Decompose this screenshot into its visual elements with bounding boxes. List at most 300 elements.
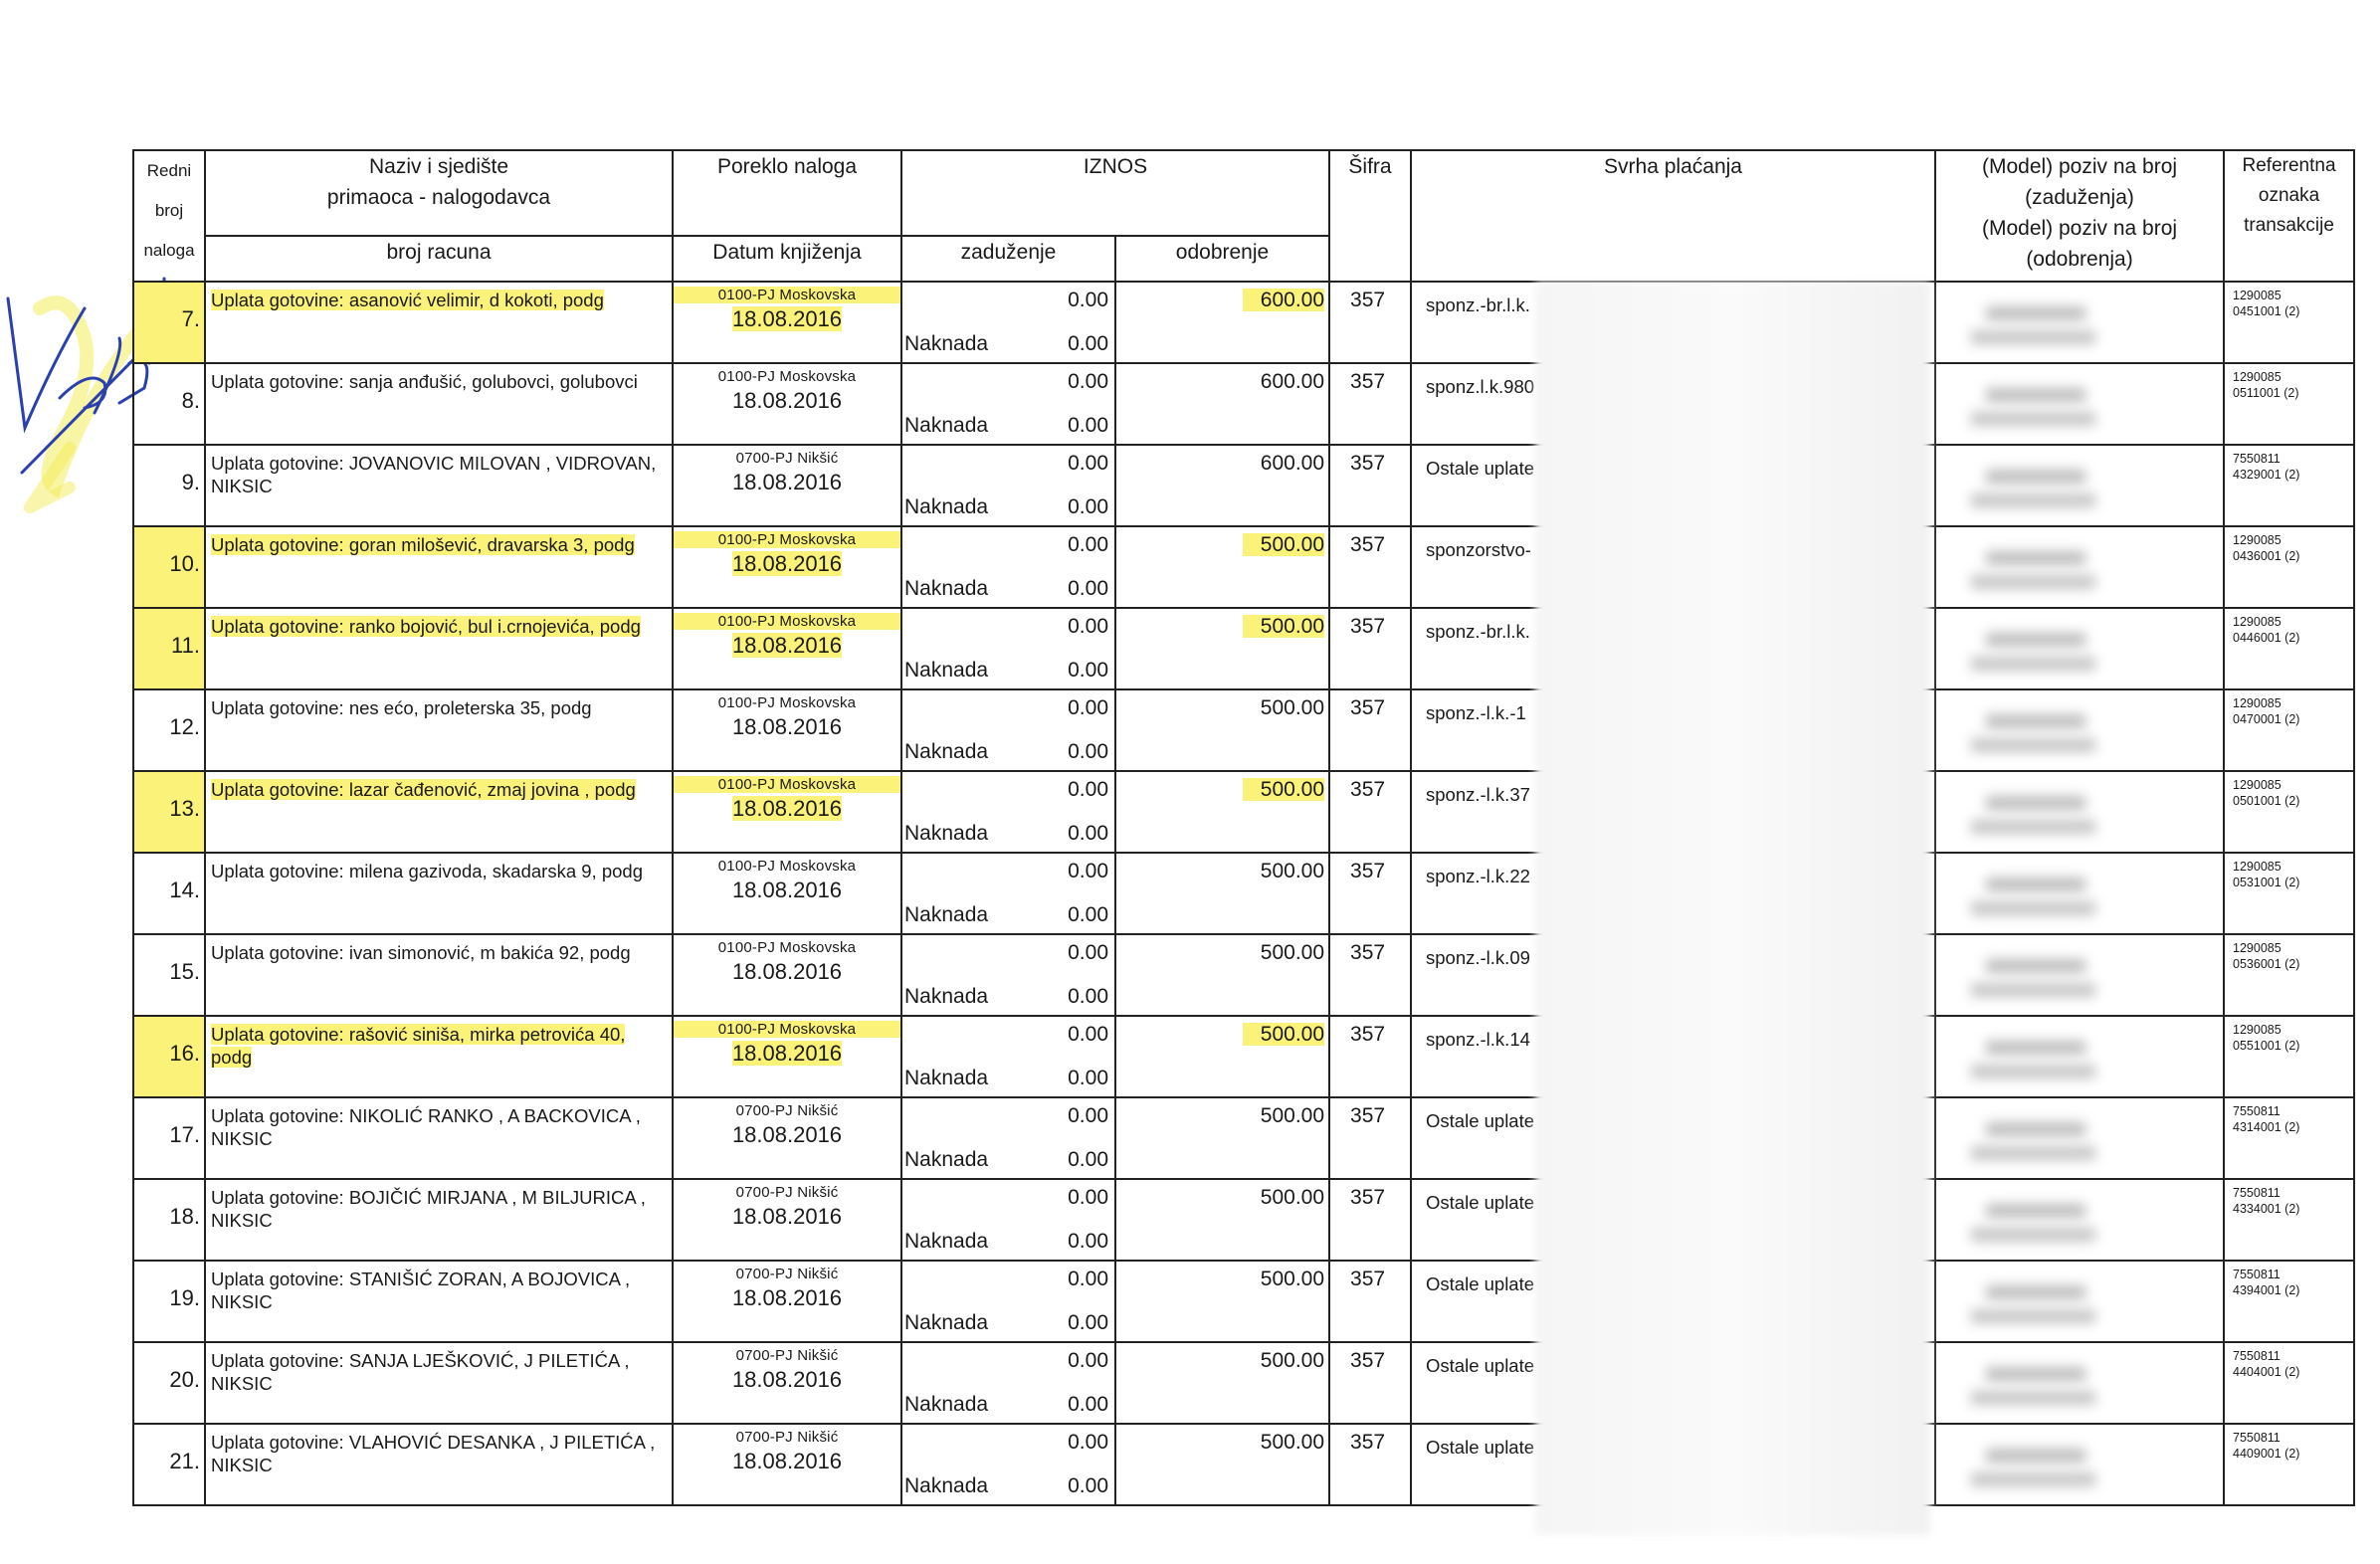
fee-label: Naknada	[904, 495, 989, 518]
payee-text: Uplata gotovine: asanović velimir, d kokoti, podg	[211, 290, 604, 310]
fee-amount: 0.00	[1068, 414, 1108, 437]
credit-cell	[1115, 1261, 1329, 1342]
credit-amount: 500.00	[1260, 941, 1325, 964]
ref-code-2: 4334001 (2)	[2233, 1202, 2300, 1216]
booking-date: 18.08.2016	[731, 633, 843, 658]
payee-cell	[205, 771, 673, 853]
booking-date: 18.08.2016	[731, 796, 843, 821]
fee-amount: 0.00	[1068, 903, 1108, 926]
redacted-reference	[1971, 1146, 2095, 1160]
code-cell: 357	[1329, 526, 1411, 608]
purpose-text: Ostale uplate	[1426, 1355, 1535, 1376]
debit-cell	[901, 771, 1115, 853]
purpose-cell	[1411, 1016, 1935, 1097]
redacted-reference	[1971, 901, 2095, 915]
ref-cell	[2224, 1261, 2354, 1342]
redacted-reference	[1986, 1367, 2085, 1381]
redacted-reference	[1986, 388, 2085, 402]
ref-code-2: 0536001 (2)	[2233, 957, 2300, 971]
debit-cell	[901, 445, 1115, 526]
debit-cell	[901, 1342, 1115, 1424]
payee-text: Uplata gotovine: nes ećo, proleterska 35, podg	[211, 697, 592, 718]
payee-cell	[205, 445, 673, 526]
model-cell	[1935, 526, 2224, 608]
booking-date: 18.08.2016	[731, 470, 843, 494]
ref-cell	[2224, 1424, 2354, 1505]
debit-cell	[901, 853, 1115, 934]
debit-amount: 0.00	[1068, 860, 1108, 882]
fee-label: Naknada	[904, 577, 989, 600]
purpose-text: sponz.-l.k.09	[1426, 947, 1530, 968]
booking-date: 18.08.2016	[731, 1367, 843, 1392]
purpose-text: sponz.-l.k.22	[1426, 866, 1530, 886]
table-row	[133, 771, 2354, 853]
origin-branch: 0100-PJ Moskovska	[717, 858, 857, 875]
model-cell	[1935, 934, 2224, 1016]
ref-cell	[2224, 608, 2354, 689]
fee-amount: 0.00	[1068, 1474, 1108, 1497]
debit-cell	[901, 1179, 1115, 1261]
purpose-cell	[1411, 608, 1935, 689]
credit-amount: 500.00	[1260, 860, 1325, 882]
credit-amount: 600.00	[1260, 452, 1325, 475]
booking-date: 18.08.2016	[731, 551, 843, 576]
redacted-reference	[1986, 306, 2085, 320]
ref-code-1: 1290085	[2233, 941, 2281, 955]
row-number: 13.	[133, 771, 205, 853]
col-poreklo: Poreklo naloga	[673, 150, 901, 236]
ref-code-1: 1290085	[2233, 370, 2281, 384]
origin-cell	[673, 445, 901, 526]
ref-code-2: 0446001 (2)	[2233, 631, 2300, 645]
fee-label: Naknada	[904, 740, 989, 763]
ref-cell	[2224, 445, 2354, 526]
payee-cell	[205, 1179, 673, 1261]
ref-code-1: 7550811	[2233, 1104, 2281, 1118]
table-row	[133, 853, 2354, 934]
origin-cell	[673, 363, 901, 445]
redacted-reference	[1986, 470, 2085, 484]
col-model-odobrenja: (Model) poziv na broj (odobrenja)	[1981, 217, 2178, 271]
origin-branch: 0700-PJ Nikšić	[735, 1266, 839, 1282]
origin-cell	[673, 853, 901, 934]
redacted-reference	[1971, 738, 2095, 752]
debit-cell	[901, 608, 1115, 689]
ref-cell	[2224, 282, 2354, 363]
credit-amount: 500.00	[1243, 1023, 1324, 1046]
origin-branch: 0700-PJ Nikšić	[735, 1347, 839, 1364]
code-cell: 357	[1329, 445, 1411, 526]
purpose-text: sponz.-l.k.-1	[1426, 702, 1526, 723]
redacted-reference	[1971, 1391, 2095, 1405]
payee-cell	[205, 1261, 673, 1342]
origin-branch: 0100-PJ Moskovska	[674, 287, 900, 303]
payee-cell	[205, 363, 673, 445]
debit-amount: 0.00	[1068, 289, 1108, 311]
debit-amount: 0.00	[1068, 615, 1108, 638]
fee-amount: 0.00	[1068, 495, 1108, 518]
payee-cell	[205, 853, 673, 934]
col-redni-broj: Redni broj naloga	[133, 150, 205, 282]
ref-code-1: 1290085	[2233, 778, 2281, 792]
redacted-reference	[1971, 1472, 2095, 1486]
payee-text: Uplata gotovine: milena gazivoda, skadarska 9, podg	[211, 861, 643, 881]
code-cell: 357	[1329, 1261, 1411, 1342]
redacted-reference	[1971, 657, 2095, 671]
ref-code-1: 1290085	[2233, 860, 2281, 874]
credit-cell	[1115, 1179, 1329, 1261]
fee-label: Naknada	[904, 1311, 989, 1334]
row-number: 20.	[133, 1342, 205, 1424]
redacted-reference	[1986, 1204, 2085, 1218]
fee-label: Naknada	[904, 903, 989, 926]
purpose-cell	[1411, 934, 1935, 1016]
debit-amount: 0.00	[1068, 1023, 1108, 1046]
debit-cell	[901, 363, 1115, 445]
ref-cell	[2224, 853, 2354, 934]
credit-amount: 600.00	[1243, 289, 1324, 311]
origin-branch: 0100-PJ Moskovska	[674, 531, 900, 548]
credit-amount: 500.00	[1243, 533, 1324, 556]
credit-cell	[1115, 1342, 1329, 1424]
ref-code-2: 0501001 (2)	[2233, 794, 2300, 808]
payee-text: Uplata gotovine: sanja anđušić, golubovci, golubovci	[211, 371, 638, 392]
payee-text: Uplata gotovine: lazar čađenović, zmaj jovina , podg	[211, 779, 636, 800]
code-cell: 357	[1329, 853, 1411, 934]
fee-amount: 0.00	[1068, 659, 1108, 682]
origin-cell	[673, 934, 901, 1016]
redacted-reference	[1986, 796, 2085, 810]
redacted-reference	[1986, 1041, 2085, 1055]
table-row	[133, 1342, 2354, 1424]
booking-date: 18.08.2016	[731, 1285, 843, 1310]
debit-cell	[901, 526, 1115, 608]
model-cell	[1935, 282, 2224, 363]
booking-date: 18.08.2016	[731, 1449, 843, 1473]
debit-amount: 0.00	[1068, 1349, 1108, 1372]
origin-branch: 0100-PJ Moskovska	[674, 776, 900, 793]
credit-cell	[1115, 853, 1329, 934]
fee-label: Naknada	[904, 1230, 989, 1253]
redacted-reference	[1986, 878, 2085, 891]
model-cell	[1935, 445, 2224, 526]
col-referentna: Referentna oznaka transakcije	[2224, 150, 2354, 282]
payee-cell	[205, 282, 673, 363]
payee-cell	[205, 1424, 673, 1505]
ref-code-1: 7550811	[2233, 1349, 2281, 1363]
col-svrha: Svrha plaćanja	[1411, 150, 1935, 282]
credit-amount: 500.00	[1260, 1268, 1325, 1290]
payee-text: Uplata gotovine: SANJA LJEŠKOVIĆ, J PILETIĆA , NIKSIC	[211, 1350, 630, 1394]
redacted-reference	[1971, 1228, 2095, 1242]
fee-label: Naknada	[904, 1474, 989, 1497]
redacted-reference	[1986, 714, 2085, 728]
purpose-cell	[1411, 1424, 1935, 1505]
booking-date: 18.08.2016	[731, 1122, 843, 1147]
col-sifra: Šifra	[1329, 150, 1411, 282]
ref-cell	[2224, 1016, 2354, 1097]
ref-cell	[2224, 1342, 2354, 1424]
model-cell	[1935, 1424, 2224, 1505]
debit-cell	[901, 1097, 1115, 1179]
col-iznos: IZNOS	[901, 150, 1329, 236]
purpose-cell	[1411, 526, 1935, 608]
fee-label: Naknada	[904, 659, 989, 682]
ref-cell	[2224, 1097, 2354, 1179]
fee-label: Naknada	[904, 822, 989, 845]
purpose-cell	[1411, 1261, 1935, 1342]
origin-branch: 0100-PJ Moskovska	[717, 694, 857, 711]
fee-label: Naknada	[904, 1393, 989, 1416]
credit-cell	[1115, 608, 1329, 689]
purpose-cell	[1411, 282, 1935, 363]
table-row	[133, 689, 2354, 771]
ref-code-2: 4394001 (2)	[2233, 1283, 2300, 1297]
booking-date: 18.08.2016	[731, 388, 843, 413]
fee-amount: 0.00	[1068, 1393, 1108, 1416]
model-cell	[1935, 363, 2224, 445]
payee-text: Uplata gotovine: NIKOLIĆ RANKO , A BACKOVICA , NIKSIC	[211, 1105, 641, 1149]
credit-amount: 500.00	[1260, 696, 1325, 719]
col-datum: Datum knjiženja	[673, 236, 901, 282]
redacted-reference	[1971, 1309, 2095, 1323]
ref-code-1: 7550811	[2233, 1431, 2281, 1445]
redacted-reference	[1971, 575, 2095, 589]
booking-date: 18.08.2016	[731, 1041, 843, 1066]
fee-label: Naknada	[904, 332, 989, 355]
payee-text: Uplata gotovine: ranko bojović, bul i.crnojevića, podg	[211, 616, 641, 637]
purpose-text: sponz.-br.l.k.	[1426, 294, 1530, 315]
ref-code-1: 1290085	[2233, 1023, 2281, 1037]
ref-code-2: 4404001 (2)	[2233, 1365, 2300, 1379]
purpose-cell	[1411, 1179, 1935, 1261]
redacted-reference	[1986, 1285, 2085, 1299]
payee-cell	[205, 1097, 673, 1179]
fee-amount: 0.00	[1068, 740, 1108, 763]
credit-cell	[1115, 1016, 1329, 1097]
credit-cell	[1115, 282, 1329, 363]
fee-label: Naknada	[904, 414, 989, 437]
booking-date: 18.08.2016	[731, 878, 843, 902]
code-cell: 357	[1329, 363, 1411, 445]
ref-code-1: 1290085	[2233, 696, 2281, 710]
payee-cell	[205, 608, 673, 689]
credit-amount: 500.00	[1243, 615, 1324, 638]
debit-amount: 0.00	[1068, 370, 1108, 393]
origin-cell	[673, 1179, 901, 1261]
col-broj-racuna: broj racuna	[205, 236, 673, 282]
redacted-reference	[1971, 330, 2095, 344]
table-row	[133, 934, 2354, 1016]
model-cell	[1935, 771, 2224, 853]
payee-text: Uplata gotovine: goran milošević, dravarska 3, podg	[211, 534, 635, 555]
payee-cell	[205, 526, 673, 608]
origin-cell	[673, 608, 901, 689]
debit-amount: 0.00	[1068, 533, 1108, 556]
purpose-cell	[1411, 689, 1935, 771]
credit-amount: 600.00	[1260, 370, 1325, 393]
purpose-text: Ostale uplate	[1426, 458, 1535, 479]
ref-cell	[2224, 1179, 2354, 1261]
payee-text: Uplata gotovine: VLAHOVIĆ DESANKA , J PILETIĆA , NIKSIC	[211, 1432, 656, 1475]
fee-label: Naknada	[904, 985, 989, 1008]
credit-cell	[1115, 689, 1329, 771]
fee-label: Naknada	[904, 1148, 989, 1171]
table-row	[133, 282, 2354, 363]
table-row	[133, 445, 2354, 526]
row-number: 15.	[133, 934, 205, 1016]
code-cell: 357	[1329, 282, 1411, 363]
ref-cell	[2224, 689, 2354, 771]
payee-cell	[205, 934, 673, 1016]
code-cell: 357	[1329, 608, 1411, 689]
row-number: 9.	[133, 445, 205, 526]
code-cell: 357	[1329, 1097, 1411, 1179]
col-zaduzenje: zaduženje	[901, 236, 1115, 282]
row-number: 7.	[133, 282, 205, 363]
booking-date: 18.08.2016	[731, 1204, 843, 1229]
payee-text: Uplata gotovine: ivan simonović, m bakića 92, podg	[211, 942, 631, 963]
debit-amount: 0.00	[1068, 452, 1108, 475]
fee-amount: 0.00	[1068, 985, 1108, 1008]
col-model-zaduzenja: (Model) poziv na broj (zaduženja)	[1981, 155, 2178, 209]
table-row	[133, 363, 2354, 445]
purpose-text: sponz.-br.l.k.	[1426, 621, 1530, 642]
code-cell: 357	[1329, 1424, 1411, 1505]
credit-cell	[1115, 445, 1329, 526]
model-cell	[1935, 608, 2224, 689]
purpose-cell	[1411, 363, 1935, 445]
payee-cell	[205, 1016, 673, 1097]
fee-amount: 0.00	[1068, 577, 1108, 600]
origin-cell	[673, 1261, 901, 1342]
credit-cell	[1115, 1097, 1329, 1179]
row-number: 8.	[133, 363, 205, 445]
origin-branch: 0100-PJ Moskovska	[717, 368, 857, 385]
table-row	[133, 1179, 2354, 1261]
row-number: 11.	[133, 608, 205, 689]
payee-text: Uplata gotovine: BOJIČIĆ MIRJANA , M BILJURICA , NIKSIC	[211, 1187, 646, 1231]
ref-code-1: 1290085	[2233, 615, 2281, 629]
ref-cell	[2224, 363, 2354, 445]
ref-cell	[2224, 771, 2354, 853]
origin-cell	[673, 1016, 901, 1097]
row-number: 19.	[133, 1261, 205, 1342]
ref-code-1: 1290085	[2233, 533, 2281, 547]
ref-code-2: 0551001 (2)	[2233, 1039, 2300, 1053]
redacted-reference	[1986, 959, 2085, 973]
fee-amount: 0.00	[1068, 822, 1108, 845]
debit-amount: 0.00	[1068, 1104, 1108, 1127]
ref-code-2: 0451001 (2)	[2233, 304, 2300, 318]
origin-cell	[673, 1097, 901, 1179]
credit-cell	[1115, 934, 1329, 1016]
purpose-text: sponz.-l.k.14	[1426, 1029, 1530, 1050]
purpose-cell	[1411, 1097, 1935, 1179]
payee-text: Uplata gotovine: STANIŠIĆ ZORAN, A BOJOVICA , NIKSIC	[211, 1269, 631, 1312]
ref-code-2: 4329001 (2)	[2233, 468, 2300, 482]
col-naziv-line1: Naziv i sjedište	[368, 155, 509, 178]
redacted-reference	[1971, 1065, 2095, 1078]
ref-code-2: 4409001 (2)	[2233, 1447, 2300, 1461]
row-number: 16.	[133, 1016, 205, 1097]
booking-date: 18.08.2016	[731, 306, 843, 331]
origin-branch: 0100-PJ Moskovska	[717, 939, 857, 956]
debit-cell	[901, 1261, 1115, 1342]
purpose-text: Ostale uplate	[1426, 1273, 1535, 1294]
redacted-reference	[1986, 551, 2085, 565]
table-body	[133, 282, 2354, 1505]
code-cell: 357	[1329, 1016, 1411, 1097]
purpose-cell	[1411, 771, 1935, 853]
purpose-text: sponz.l.k.980	[1426, 376, 1535, 397]
table-row	[133, 1097, 2354, 1179]
purpose-cell	[1411, 445, 1935, 526]
payee-text: Uplata gotovine: JOVANOVIC MILOVAN , VIDROVAN, NIKSIC	[211, 453, 657, 496]
code-cell: 357	[1329, 1179, 1411, 1261]
payee-cell	[205, 1342, 673, 1424]
debit-amount: 0.00	[1068, 696, 1108, 719]
fee-label: Naknada	[904, 1067, 989, 1089]
code-cell: 357	[1329, 771, 1411, 853]
debit-amount: 0.00	[1068, 1268, 1108, 1290]
debit-cell	[901, 282, 1115, 363]
purpose-text: Ostale uplate	[1426, 1110, 1535, 1131]
row-number: 10.	[133, 526, 205, 608]
debit-amount: 0.00	[1068, 778, 1108, 801]
origin-branch: 0700-PJ Nikšić	[735, 1184, 839, 1201]
purpose-cell	[1411, 853, 1935, 934]
redacted-reference	[1986, 633, 2085, 647]
fee-amount: 0.00	[1068, 1311, 1108, 1334]
purpose-text: sponz.-l.k.37	[1426, 784, 1530, 805]
origin-cell	[673, 689, 901, 771]
credit-amount: 500.00	[1260, 1186, 1325, 1209]
debit-cell	[901, 689, 1115, 771]
col-naziv-line2: primaoca - nalogodavca	[326, 186, 551, 209]
model-cell	[1935, 1261, 2224, 1342]
credit-amount: 500.00	[1260, 1104, 1325, 1127]
origin-branch: 0100-PJ Moskovska	[674, 613, 900, 630]
code-cell: 357	[1329, 689, 1411, 771]
debit-cell	[901, 1016, 1115, 1097]
credit-cell	[1115, 526, 1329, 608]
purpose-cell	[1411, 1342, 1935, 1424]
redacted-reference	[1971, 820, 2095, 834]
row-number: 12.	[133, 689, 205, 771]
col-odobrenje: odobrenje	[1115, 236, 1329, 282]
table-row	[133, 1016, 2354, 1097]
code-cell: 357	[1329, 934, 1411, 1016]
credit-cell	[1115, 771, 1329, 853]
credit-amount: 500.00	[1260, 1431, 1325, 1454]
ref-code-2: 0436001 (2)	[2233, 549, 2300, 563]
fee-amount: 0.00	[1068, 1230, 1108, 1253]
purpose-text: sponzorstvo-	[1426, 539, 1531, 560]
model-cell	[1935, 853, 2224, 934]
redacted-reference	[1971, 983, 2095, 997]
origin-branch: 0700-PJ Nikšić	[735, 1429, 839, 1446]
row-number: 17.	[133, 1097, 205, 1179]
ref-code-1: 1290085	[2233, 289, 2281, 302]
origin-branch: 0700-PJ Nikšić	[735, 1102, 839, 1119]
ref-code-2: 0470001 (2)	[2233, 712, 2300, 726]
code-cell: 357	[1329, 1342, 1411, 1424]
redacted-reference	[1986, 1122, 2085, 1136]
col-model	[1935, 150, 2224, 282]
origin-cell	[673, 526, 901, 608]
model-cell	[1935, 689, 2224, 771]
